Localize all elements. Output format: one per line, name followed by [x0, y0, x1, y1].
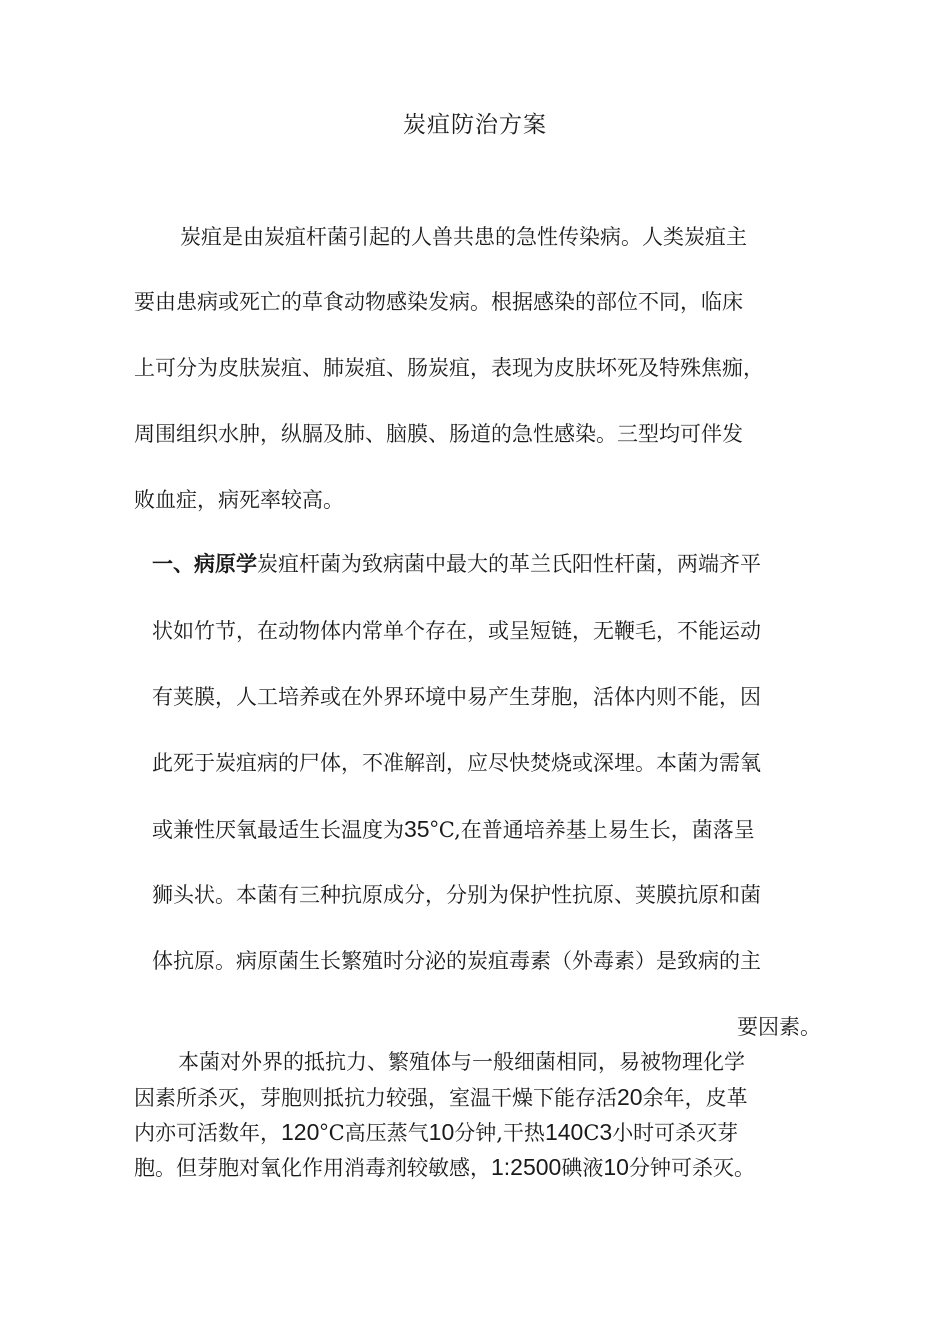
- section1-line-5: [152, 814, 755, 845]
- section1-text: 炭疽杆菌为致病菌中最大的革兰氏阳性杆菌，两端齐平: [257, 552, 761, 576]
- section1-heading: 一、病原学: [152, 552, 257, 576]
- para2-line-4-b: 碘液: [561, 1156, 604, 1180]
- section1-line-2: 状如竹节，在动物体内常单个存在，或呈短链，无鞭毛，不能运动: [152, 619, 761, 643]
- section1-line-7: 体抗原。病原菌生长繁殖时分泌的炭疽毒素（外毒素）是致病的主: [152, 949, 761, 973]
- para2-line-4-c: 分钟可杀灭。: [628, 1156, 755, 1180]
- section1-line-5-a: 或兼性厌氧最适生长温度为: [152, 818, 404, 842]
- para2-line-3-d: C: [583, 1121, 600, 1145]
- section1-first-line: [152, 549, 761, 579]
- section1-line-6: 狮头状。本菌有三种抗原成分，分别为保护性抗原、荚膜抗原和菌: [152, 883, 761, 907]
- intro-line-5: 败血症，病死率较高。: [134, 488, 344, 512]
- steam-minutes-value: 10: [428, 1119, 455, 1145]
- intro-line-3: 上可分为皮肤炭疽、肺炭疽、肠炭疽，表现为皮肤坏死及特殊焦痂，: [134, 356, 764, 380]
- dry-heat-temp-value: 140: [544, 1119, 584, 1145]
- section1-line-3: 有荚膜，人工培养或在外界环境中易产生芽胞，活体内则不能，因: [152, 685, 761, 709]
- iodine-ratio-value: 1:2500: [491, 1154, 562, 1180]
- para2-line-2: [134, 1082, 748, 1113]
- section1-line-5-b: C,在普通培养基上易生长，菌落呈: [438, 818, 755, 842]
- para2-line-3-e: 小时可杀灭芽: [612, 1121, 739, 1145]
- para2-line-3-a: 内亦可活数年，: [134, 1121, 281, 1145]
- para2-line-1: 本菌对外界的抵抗力、繁殖体与一般细菌相同，易被物理化学: [178, 1050, 745, 1074]
- intro-line-2: 要由患病或死亡的草食动物感染发病。根据感染的部位不同，临床: [134, 290, 743, 314]
- intro-line-1: 炭疽是由炭疽杆菌引起的人兽共患的急性传染病。人类炭疽主: [180, 225, 747, 249]
- para2-line-2-b: 余年，皮革: [642, 1086, 748, 1110]
- intro-line-4: 周围组织水肿，纵膈及肺、脑膜、肠道的急性感染。三型均可伴发: [134, 422, 743, 446]
- page-title: 炭疽防治方案: [403, 112, 547, 138]
- iodine-minutes-value: 10: [603, 1154, 629, 1180]
- para2-line-2-a: 因素所杀灭，芽胞则抵抗力较强，室温干燥下能存活: [134, 1086, 617, 1110]
- para2-line-4: [134, 1152, 755, 1183]
- dry-heat-hours-value: 3: [599, 1119, 613, 1145]
- section1-line-4: 此死于炭疽病的尸体，不准解剖，应尽快焚烧或深埋。本菌为需氧: [152, 751, 761, 775]
- para2-line-3-c: 分钟,干热: [454, 1121, 545, 1145]
- section1-tail: 要因素。: [737, 1015, 821, 1039]
- para2-line-4-a: 胞。但芽胞对氧化作用消毒剂较敏感，: [134, 1156, 491, 1180]
- temperature-value: 35°: [404, 816, 439, 842]
- para2-line-3: [134, 1117, 738, 1148]
- years-value: 20: [617, 1084, 643, 1110]
- steam-temp-value: 120°: [281, 1119, 329, 1145]
- para2-line-3-b: C高压蒸气: [328, 1121, 429, 1145]
